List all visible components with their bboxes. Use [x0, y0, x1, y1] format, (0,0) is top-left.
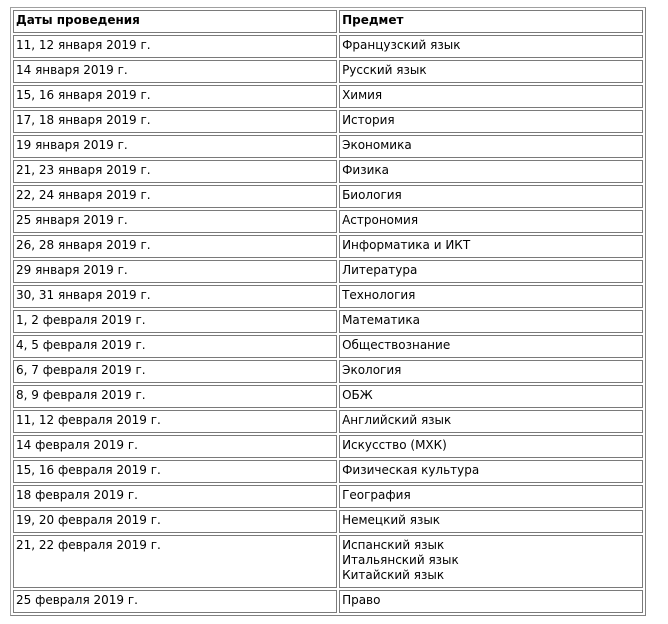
- subject-cell: [339, 360, 643, 383]
- date-cell: 29 января 2019 г.: [13, 260, 337, 283]
- date-cell: 19 января 2019 г.: [13, 135, 337, 158]
- date-cell: 17, 18 января 2019 г.: [13, 110, 337, 133]
- table-row: [13, 210, 643, 233]
- header-subject: Предмет: [339, 10, 643, 33]
- date-cell: 25 февраля 2019 г.: [13, 590, 337, 613]
- table-body: [13, 35, 643, 613]
- date-cell: 26, 28 января 2019 г.: [13, 235, 337, 258]
- subject-name: Итальянский язык: [342, 553, 459, 567]
- subject-name: Астрономия: [342, 213, 419, 227]
- subject-name: Химия: [342, 88, 383, 102]
- subject-name: Английский язык: [342, 413, 452, 427]
- subject-name: Физика: [342, 163, 389, 177]
- subject-name: Французский язык: [342, 38, 461, 52]
- subject-cell: [339, 110, 643, 133]
- table-row: [13, 485, 643, 508]
- date-cell: 15, 16 января 2019 г.: [13, 85, 337, 108]
- subject-cell: [339, 385, 643, 408]
- subject-cell: [339, 510, 643, 533]
- table-row: [13, 335, 643, 358]
- subject-cell: [339, 285, 643, 308]
- table-row: [13, 185, 643, 208]
- date-cell: 18 февраля 2019 г.: [13, 485, 337, 508]
- subject-name: Право: [342, 593, 381, 607]
- subject-name: Искусство (МХК): [342, 438, 447, 452]
- table-row: [13, 385, 643, 408]
- subject-name: Физическая культура: [342, 463, 480, 477]
- subject-name: Немецкий язык: [342, 513, 441, 527]
- table-row: [13, 110, 643, 133]
- date-cell: 11, 12 февраля 2019 г.: [13, 410, 337, 433]
- subject-name: Биология: [342, 188, 402, 202]
- date-cell: 21, 23 января 2019 г.: [13, 160, 337, 183]
- date-cell: 19, 20 февраля 2019 г.: [13, 510, 337, 533]
- table-row: [13, 310, 643, 333]
- table-row: [13, 590, 643, 613]
- subject-name: Литература: [342, 263, 418, 277]
- subject-cell: [339, 435, 643, 458]
- table-row: [13, 235, 643, 258]
- table-row: [13, 360, 643, 383]
- subject-cell: [339, 85, 643, 108]
- subject-name: Обществознание: [342, 338, 451, 352]
- table-row: [13, 410, 643, 433]
- date-cell: 22, 24 января 2019 г.: [13, 185, 337, 208]
- subject-cell: [339, 410, 643, 433]
- date-cell: 8, 9 февраля 2019 г.: [13, 385, 337, 408]
- olympiad-schedule-table: [10, 7, 646, 616]
- table-row: [13, 35, 643, 58]
- schedule-container: [10, 7, 646, 616]
- subject-name: ОБЖ: [342, 388, 373, 402]
- header-dates: Даты проведения: [13, 10, 337, 33]
- date-cell: 25 января 2019 г.: [13, 210, 337, 233]
- date-cell: 11, 12 января 2019 г.: [13, 35, 337, 58]
- subject-name: История: [342, 113, 395, 127]
- subject-cell: [339, 460, 643, 483]
- subject-name: Китайский язык: [342, 568, 445, 582]
- table-row: [13, 435, 643, 458]
- subject-cell: [339, 135, 643, 158]
- subject-cell: [339, 310, 643, 333]
- subject-cell: [339, 590, 643, 613]
- table-row: [13, 535, 643, 588]
- subject-cell: [339, 535, 643, 588]
- date-cell: 30, 31 января 2019 г.: [13, 285, 337, 308]
- table-row: [13, 510, 643, 533]
- subject-name: Информатика и ИКТ: [342, 238, 471, 252]
- table-row: [13, 285, 643, 308]
- subject-cell: [339, 60, 643, 83]
- table-row: [13, 85, 643, 108]
- subject-name: География: [342, 488, 411, 502]
- table-row: [13, 460, 643, 483]
- table-row: [13, 60, 643, 83]
- subject-cell: [339, 260, 643, 283]
- subject-name: Испанский язык: [342, 538, 445, 552]
- subject-name: Экономика: [342, 138, 412, 152]
- date-cell: 4, 5 февраля 2019 г.: [13, 335, 337, 358]
- date-cell: 21, 22 февраля 2019 г.: [13, 535, 337, 588]
- subject-name: Русский язык: [342, 63, 427, 77]
- table-row: [13, 160, 643, 183]
- subject-cell: [339, 35, 643, 58]
- date-cell: 14 февраля 2019 г.: [13, 435, 337, 458]
- date-cell: 1, 2 февраля 2019 г.: [13, 310, 337, 333]
- subject-cell: [339, 235, 643, 258]
- table-row: [13, 135, 643, 158]
- date-cell: 15, 16 февраля 2019 г.: [13, 460, 337, 483]
- subject-cell: [339, 185, 643, 208]
- date-cell: 6, 7 февраля 2019 г.: [13, 360, 337, 383]
- subject-cell: [339, 160, 643, 183]
- subject-name: Экология: [342, 363, 402, 377]
- subject-cell: [339, 485, 643, 508]
- subject-name: Математика: [342, 313, 420, 327]
- subject-cell: [339, 335, 643, 358]
- table-row: [13, 260, 643, 283]
- subject-name: Технология: [342, 288, 416, 302]
- table-header-row: [13, 10, 643, 33]
- date-cell: 14 января 2019 г.: [13, 60, 337, 83]
- subject-cell: [339, 210, 643, 233]
